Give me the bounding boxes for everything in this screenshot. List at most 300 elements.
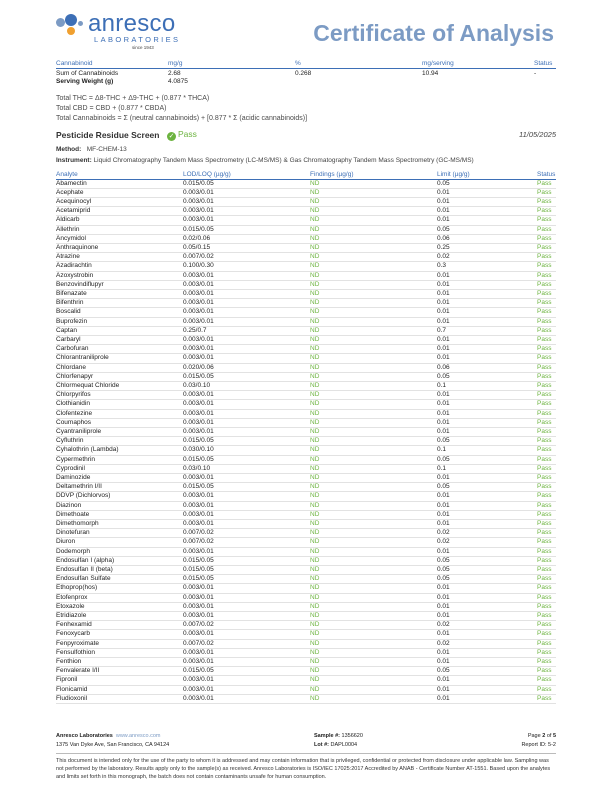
table-row bbox=[56, 566, 556, 575]
limit-cell: 0.01 bbox=[437, 418, 537, 427]
col-findings: Findings (µg/g) bbox=[310, 170, 437, 179]
page-total: 5 bbox=[552, 733, 556, 739]
status-cell: Pass bbox=[537, 437, 556, 446]
footer-sample bbox=[314, 732, 363, 750]
method-line bbox=[56, 146, 127, 153]
table-row bbox=[56, 308, 556, 317]
status-cell: Pass bbox=[537, 188, 556, 197]
findings-cell: ND bbox=[310, 621, 437, 630]
table-row bbox=[56, 345, 556, 354]
status-badge bbox=[167, 129, 197, 141]
analyte-cell: Dinotefuran bbox=[56, 529, 183, 538]
lod-loq-cell: 0.007/0.02 bbox=[183, 639, 310, 648]
status-cell: Pass bbox=[537, 381, 556, 390]
status-cell: Pass bbox=[537, 308, 556, 317]
status-cell: Pass bbox=[537, 510, 556, 519]
analyte-cell: Etofenprox bbox=[56, 593, 183, 602]
results-table bbox=[56, 170, 556, 704]
status-cell: Pass bbox=[537, 501, 556, 510]
logo-subtitle: LABORATORIES bbox=[94, 35, 181, 44]
findings-cell: ND bbox=[310, 685, 437, 694]
table-row bbox=[56, 400, 556, 409]
status-cell: Pass bbox=[537, 556, 556, 565]
analyte-cell: Diuron bbox=[56, 538, 183, 547]
table-row bbox=[56, 685, 556, 694]
findings-cell: ND bbox=[310, 188, 437, 197]
lod-loq-cell: 0.003/0.01 bbox=[183, 271, 310, 280]
cell: Serving Weight (g) bbox=[56, 77, 114, 85]
limit-cell: 0.01 bbox=[437, 299, 537, 308]
findings-cell: ND bbox=[310, 326, 437, 335]
analyte-cell: Fludioxonil bbox=[56, 694, 183, 703]
instrument-label: Instrument: bbox=[56, 157, 92, 164]
page-current: 2 bbox=[542, 733, 546, 739]
col-percent: % bbox=[295, 60, 422, 69]
pesticide-results bbox=[56, 170, 556, 704]
lod-loq-cell: 0.003/0.01 bbox=[183, 317, 310, 326]
table-row bbox=[56, 446, 556, 455]
cell bbox=[295, 77, 422, 86]
analyte-cell: Ancymidol bbox=[56, 234, 183, 243]
table-row bbox=[56, 612, 556, 621]
analyte-cell: Chlorantraniliprole bbox=[56, 354, 183, 363]
findings-cell: ND bbox=[310, 409, 437, 418]
footer-company bbox=[56, 732, 169, 750]
table-row bbox=[56, 602, 556, 611]
logo-name: anresco bbox=[88, 10, 176, 37]
table-row bbox=[56, 639, 556, 648]
limit-cell: 0.01 bbox=[437, 335, 537, 344]
analyte-cell: Etoxazole bbox=[56, 602, 183, 611]
limit-cell: 0.06 bbox=[437, 234, 537, 243]
table-row bbox=[56, 317, 556, 326]
status-cell: Pass bbox=[537, 427, 556, 436]
table-row bbox=[56, 520, 556, 529]
lod-loq-cell: 0.003/0.01 bbox=[183, 335, 310, 344]
lod-loq-cell: 0.03/0.10 bbox=[183, 381, 310, 390]
lod-loq-cell: 0.003/0.01 bbox=[183, 685, 310, 694]
lod-loq-cell: 0.003/0.01 bbox=[183, 584, 310, 593]
lod-loq-cell: 0.100/0.30 bbox=[183, 262, 310, 271]
status-cell: Pass bbox=[537, 566, 556, 575]
table-row bbox=[56, 299, 556, 308]
analyte-cell: Abamectin bbox=[56, 179, 183, 188]
analyte-cell: Dodemorph bbox=[56, 547, 183, 556]
limit-cell: 0.01 bbox=[437, 510, 537, 519]
status-cell: Pass bbox=[537, 630, 556, 639]
limit-cell: 0.01 bbox=[437, 354, 537, 363]
company-url[interactable]: www.anresco.com bbox=[115, 733, 161, 739]
analyte-cell: Carbofuran bbox=[56, 345, 183, 354]
status-cell: Pass bbox=[537, 584, 556, 593]
analyte-cell: Captan bbox=[56, 326, 183, 335]
status-text: Pass bbox=[178, 129, 197, 139]
findings-cell: ND bbox=[310, 234, 437, 243]
findings-cell: ND bbox=[310, 345, 437, 354]
analyte-cell: Coumaphos bbox=[56, 418, 183, 427]
limit-cell: 0.01 bbox=[437, 602, 537, 611]
table-row bbox=[56, 216, 556, 225]
table-row bbox=[56, 326, 556, 335]
table-row bbox=[56, 280, 556, 289]
company-address: 1375 Van Dyke Ave, San Francisco, CA 94124 bbox=[56, 742, 170, 748]
limit-cell: 0.01 bbox=[437, 317, 537, 326]
status-cell: Pass bbox=[537, 409, 556, 418]
limit-cell: 0.01 bbox=[437, 648, 537, 657]
lod-loq-cell: 0.015/0.05 bbox=[183, 556, 310, 565]
instrument-value: Liquid Chromatography Tandem Mass Spectrometry (LC-MS/MS) & Gas Chromatography Tandem Mass Spectrometry (GC-MS/MS) bbox=[93, 157, 474, 164]
limit-cell: 0.02 bbox=[437, 253, 537, 262]
lod-loq-cell: 0.03/0.10 bbox=[183, 464, 310, 473]
analyte-cell: Acequinocyl bbox=[56, 197, 183, 206]
status-cell: Pass bbox=[537, 658, 556, 667]
results-header-row bbox=[56, 170, 556, 179]
status-cell: Pass bbox=[537, 621, 556, 630]
findings-cell: ND bbox=[310, 363, 437, 372]
limit-cell: 0.01 bbox=[437, 207, 537, 216]
limit-cell: 0.01 bbox=[437, 584, 537, 593]
lod-loq-cell: 0.003/0.01 bbox=[183, 547, 310, 556]
analyte-cell: Chlorfenapyr bbox=[56, 372, 183, 381]
lod-loq-cell: 0.003/0.01 bbox=[183, 694, 310, 703]
analyte-cell: Acephate bbox=[56, 188, 183, 197]
method-value: MF-CHEM-13 bbox=[86, 146, 127, 153]
company-name: Anresco Laboratories bbox=[56, 733, 113, 739]
analyte-cell: Endosulfan II (beta) bbox=[56, 566, 183, 575]
analyte-cell: Chlordane bbox=[56, 363, 183, 372]
col-cannabinoid: Cannabinoid bbox=[56, 60, 168, 69]
analyte-cell: Buprofezin bbox=[56, 317, 183, 326]
analyte-cell: Bifenazate bbox=[56, 289, 183, 298]
table-row bbox=[56, 510, 556, 519]
table-row bbox=[56, 335, 556, 344]
table-row bbox=[56, 69, 556, 78]
analyte-cell: Diazinon bbox=[56, 501, 183, 510]
findings-cell: ND bbox=[310, 575, 437, 584]
findings-cell: ND bbox=[310, 299, 437, 308]
lod-loq-cell: 0.015/0.05 bbox=[183, 437, 310, 446]
cell: 2.68 bbox=[168, 69, 181, 77]
limit-cell: 0.02 bbox=[437, 529, 537, 538]
status-cell: Pass bbox=[537, 271, 556, 280]
status-cell: Pass bbox=[537, 520, 556, 529]
findings-cell: ND bbox=[310, 271, 437, 280]
findings-cell: ND bbox=[310, 602, 437, 611]
findings-cell: ND bbox=[310, 483, 437, 492]
status-cell: Pass bbox=[537, 455, 556, 464]
logo-dots-icon bbox=[56, 14, 88, 42]
lod-loq-cell: 0.003/0.01 bbox=[183, 299, 310, 308]
status-cell: Pass bbox=[537, 225, 556, 234]
lod-loq-cell: 0.003/0.01 bbox=[183, 492, 310, 501]
lod-loq-cell: 0.015/0.05 bbox=[183, 455, 310, 464]
table-row bbox=[56, 501, 556, 510]
status-cell: Pass bbox=[537, 280, 556, 289]
limit-cell: 0.1 bbox=[437, 464, 537, 473]
findings-cell: ND bbox=[310, 612, 437, 621]
cell: 10.94 bbox=[422, 69, 439, 77]
limit-cell: 0.02 bbox=[437, 621, 537, 630]
limit-cell: 0.01 bbox=[437, 391, 537, 400]
analyte-cell: Fipronil bbox=[56, 676, 183, 685]
lod-loq-cell: 0.25/0.7 bbox=[183, 326, 310, 335]
limit-cell: 0.01 bbox=[437, 409, 537, 418]
findings-cell: ND bbox=[310, 501, 437, 510]
limit-cell: 0.01 bbox=[437, 289, 537, 298]
lod-loq-cell: 0.003/0.01 bbox=[183, 676, 310, 685]
lod-loq-cell: 0.003/0.01 bbox=[183, 510, 310, 519]
lod-loq-cell: 0.015/0.05 bbox=[183, 575, 310, 584]
analyte-cell: Azoxystrobin bbox=[56, 271, 183, 280]
table-row bbox=[56, 354, 556, 363]
sample-number: 1356620 bbox=[341, 733, 363, 739]
lod-loq-cell: 0.003/0.01 bbox=[183, 308, 310, 317]
limit-cell: 0.01 bbox=[437, 694, 537, 703]
limit-cell: 0.01 bbox=[437, 658, 537, 667]
analyte-cell: Fenvalerate I/II bbox=[56, 667, 183, 676]
table-row bbox=[56, 584, 556, 593]
table-row bbox=[56, 694, 556, 703]
status-cell: Pass bbox=[537, 602, 556, 611]
limit-cell: 0.01 bbox=[437, 612, 537, 621]
lod-loq-cell: 0.015/0.05 bbox=[183, 372, 310, 381]
cell bbox=[422, 77, 534, 86]
cell: 4.0875 bbox=[168, 77, 188, 85]
cell: 0.268 bbox=[295, 69, 312, 77]
analyte-cell: Daminozide bbox=[56, 474, 183, 483]
status-cell: Pass bbox=[537, 216, 556, 225]
cannabinoid-summary bbox=[56, 60, 556, 86]
analyte-cell: Flonicamid bbox=[56, 685, 183, 694]
status-cell: Pass bbox=[537, 593, 556, 602]
check-circle-icon: ✓ bbox=[168, 133, 175, 140]
findings-cell: ND bbox=[310, 207, 437, 216]
cannabinoid-table bbox=[56, 60, 556, 86]
lod-loq-cell: 0.02/0.06 bbox=[183, 234, 310, 243]
lod-loq-cell: 0.003/0.01 bbox=[183, 188, 310, 197]
status-cell: Pass bbox=[537, 207, 556, 216]
analyte-cell: Fenoxycarb bbox=[56, 630, 183, 639]
analyte-cell: Fenhexamid bbox=[56, 621, 183, 630]
status-cell: Pass bbox=[537, 253, 556, 262]
table-row bbox=[56, 529, 556, 538]
table-row bbox=[56, 234, 556, 243]
analyte-cell: DDVP (Dichlorvos) bbox=[56, 492, 183, 501]
lod-loq-cell: 0.003/0.01 bbox=[183, 216, 310, 225]
status-cell: Pass bbox=[537, 474, 556, 483]
findings-cell: ND bbox=[310, 658, 437, 667]
lod-loq-cell: 0.003/0.01 bbox=[183, 474, 310, 483]
disclaimer: This document is intended only for the use of the party to whom it is addressed and may contain information that is privileged, confidential or protected from disclosure under applicable law. Sampling was not performed by the laboratory. Results apply only to the sample(s) as received. Anresco Laboratories is ISO/IEC 17025:2017 Accredited by ANAB - Certificate Number AT-1551. Based upon the analytes and limits set forth in this monograph, the batch does not contain contaminants unsafe for human consumption. bbox=[56, 758, 551, 780]
test-date: 11/05/2025 bbox=[519, 130, 556, 139]
limit-cell: 0.06 bbox=[437, 363, 537, 372]
findings-cell: ND bbox=[310, 492, 437, 501]
analyte-cell: Cyantraniliprole bbox=[56, 427, 183, 436]
analyte-cell: Chlorpyrifos bbox=[56, 391, 183, 400]
findings-cell: ND bbox=[310, 262, 437, 271]
cell bbox=[534, 77, 556, 86]
findings-cell: ND bbox=[310, 253, 437, 262]
status-cell: Pass bbox=[537, 243, 556, 252]
lod-loq-cell: 0.003/0.01 bbox=[183, 418, 310, 427]
limit-cell: 0.25 bbox=[437, 243, 537, 252]
table-row bbox=[56, 197, 556, 206]
status-cell: Pass bbox=[537, 667, 556, 676]
cell: Sum of Cannabinoids bbox=[56, 69, 119, 77]
findings-cell: ND bbox=[310, 437, 437, 446]
logo-since: since 1943 bbox=[132, 45, 154, 50]
status-cell: Pass bbox=[537, 197, 556, 206]
results-body bbox=[56, 179, 556, 704]
findings-cell: ND bbox=[310, 464, 437, 473]
status-cell: Pass bbox=[537, 354, 556, 363]
lod-loq-cell: 0.020/0.06 bbox=[183, 363, 310, 372]
analyte-cell: Endosulfan Sulfate bbox=[56, 575, 183, 584]
limit-cell: 0.05 bbox=[437, 225, 537, 234]
lod-loq-cell: 0.003/0.01 bbox=[183, 501, 310, 510]
findings-cell: ND bbox=[310, 216, 437, 225]
findings-cell: ND bbox=[310, 391, 437, 400]
analyte-cell: Cyprodinil bbox=[56, 464, 183, 473]
limit-cell: 0.01 bbox=[437, 474, 537, 483]
status-cell: Pass bbox=[537, 492, 556, 501]
table-row bbox=[56, 262, 556, 271]
report-id: Report ID: 5-2 bbox=[521, 742, 556, 748]
table-row bbox=[56, 289, 556, 298]
findings-cell: ND bbox=[310, 474, 437, 483]
status-cell: Pass bbox=[537, 538, 556, 547]
page-of: of bbox=[546, 733, 552, 739]
lod-loq-cell: 0.003/0.01 bbox=[183, 400, 310, 409]
table-row bbox=[56, 253, 556, 262]
footer-divider bbox=[56, 753, 556, 754]
analyte-cell: Anthraquinone bbox=[56, 243, 183, 252]
status-cell: Pass bbox=[537, 676, 556, 685]
limit-cell: 0.01 bbox=[437, 271, 537, 280]
findings-cell: ND bbox=[310, 676, 437, 685]
lot-number: DAPL0004 bbox=[330, 742, 358, 748]
status-cell: Pass bbox=[537, 529, 556, 538]
findings-cell: ND bbox=[310, 335, 437, 344]
analyte-cell: Cypermethrin bbox=[56, 455, 183, 464]
page-header bbox=[0, 0, 612, 56]
status-cell: Pass bbox=[537, 234, 556, 243]
lod-loq-cell: 0.015/0.05 bbox=[183, 566, 310, 575]
status-cell: Pass bbox=[537, 335, 556, 344]
lod-loq-cell: 0.007/0.02 bbox=[183, 621, 310, 630]
lod-loq-cell: 0.015/0.05 bbox=[183, 225, 310, 234]
findings-cell: ND bbox=[310, 197, 437, 206]
table-row bbox=[56, 363, 556, 372]
findings-cell: ND bbox=[310, 354, 437, 363]
table-row bbox=[56, 188, 556, 197]
table-row bbox=[56, 593, 556, 602]
status-cell: Pass bbox=[537, 363, 556, 372]
cannabinoid-header-row bbox=[56, 60, 556, 69]
status-cell: Pass bbox=[537, 391, 556, 400]
findings-cell: ND bbox=[310, 418, 437, 427]
table-row bbox=[56, 474, 556, 483]
limit-cell: 0.01 bbox=[437, 400, 537, 409]
table-row bbox=[56, 455, 556, 464]
findings-cell: ND bbox=[310, 639, 437, 648]
lod-loq-cell: 0.05/0.15 bbox=[183, 243, 310, 252]
findings-cell: ND bbox=[310, 529, 437, 538]
status-cell: Pass bbox=[537, 372, 556, 381]
findings-cell: ND bbox=[310, 510, 437, 519]
lod-loq-cell: 0.015/0.05 bbox=[183, 483, 310, 492]
document-title: Certificate of Analysis bbox=[313, 20, 554, 46]
table-row bbox=[56, 464, 556, 473]
limit-cell: 0.3 bbox=[437, 262, 537, 271]
limit-cell: 0.05 bbox=[437, 372, 537, 381]
status-cell: Pass bbox=[537, 326, 556, 335]
limit-cell: 0.05 bbox=[437, 556, 537, 565]
findings-cell: ND bbox=[310, 584, 437, 593]
analyte-cell: Boscalid bbox=[56, 308, 183, 317]
analyte-cell: Fenthion bbox=[56, 658, 183, 667]
lod-loq-cell: 0.015/0.05 bbox=[183, 179, 310, 188]
analyte-cell: Deltamethrin I/II bbox=[56, 483, 183, 492]
findings-cell: ND bbox=[310, 556, 437, 565]
lod-loq-cell: 0.003/0.01 bbox=[183, 630, 310, 639]
limit-cell: 0.05 bbox=[437, 566, 537, 575]
lod-loq-cell: 0.007/0.02 bbox=[183, 529, 310, 538]
analyte-cell: Bifenthrin bbox=[56, 299, 183, 308]
analyte-cell: Endosulfan I (alpha) bbox=[56, 556, 183, 565]
lod-loq-cell: 0.003/0.01 bbox=[183, 612, 310, 621]
limit-cell: 0.01 bbox=[437, 197, 537, 206]
lod-loq-cell: 0.003/0.01 bbox=[183, 354, 310, 363]
lod-loq-cell: 0.003/0.01 bbox=[183, 648, 310, 657]
table-row bbox=[56, 556, 556, 565]
status-cell: Pass bbox=[537, 262, 556, 271]
findings-cell: ND bbox=[310, 593, 437, 602]
limit-cell: 0.1 bbox=[437, 446, 537, 455]
table-row bbox=[56, 547, 556, 556]
limit-cell: 0.01 bbox=[437, 630, 537, 639]
sample-label: Sample #: bbox=[314, 733, 340, 739]
analyte-cell: Clofentezine bbox=[56, 409, 183, 418]
formula-total-cannabinoids: Total Cannabinoids = Σ (neutral cannabinoids) + [0.877 * Σ (acidic cannabinoids)] bbox=[56, 115, 308, 122]
analyte-cell: Fensulfothion bbox=[56, 648, 183, 657]
limit-cell: 0.05 bbox=[437, 179, 537, 188]
limit-cell: 0.01 bbox=[437, 188, 537, 197]
status-cell: Pass bbox=[537, 648, 556, 657]
table-row bbox=[56, 538, 556, 547]
findings-cell: ND bbox=[310, 381, 437, 390]
cell: - bbox=[534, 69, 537, 77]
lod-loq-cell: 0.003/0.01 bbox=[183, 658, 310, 667]
lod-loq-cell: 0.003/0.01 bbox=[183, 593, 310, 602]
findings-cell: ND bbox=[310, 455, 437, 464]
analyte-cell: Cyfluthrin bbox=[56, 437, 183, 446]
table-row bbox=[56, 667, 556, 676]
status-cell: Pass bbox=[537, 418, 556, 427]
table-row bbox=[56, 409, 556, 418]
status-cell: Pass bbox=[537, 299, 556, 308]
lod-loq-cell: 0.003/0.01 bbox=[183, 602, 310, 611]
findings-cell: ND bbox=[310, 667, 437, 676]
findings-cell: ND bbox=[310, 179, 437, 188]
findings-cell: ND bbox=[310, 648, 437, 657]
limit-cell: 0.1 bbox=[437, 381, 537, 390]
table-row bbox=[56, 630, 556, 639]
table-row bbox=[56, 179, 556, 188]
lod-loq-cell: 0.003/0.01 bbox=[183, 289, 310, 298]
table-row bbox=[56, 391, 556, 400]
analyte-cell: Cyhalothrin (Lambda) bbox=[56, 446, 183, 455]
